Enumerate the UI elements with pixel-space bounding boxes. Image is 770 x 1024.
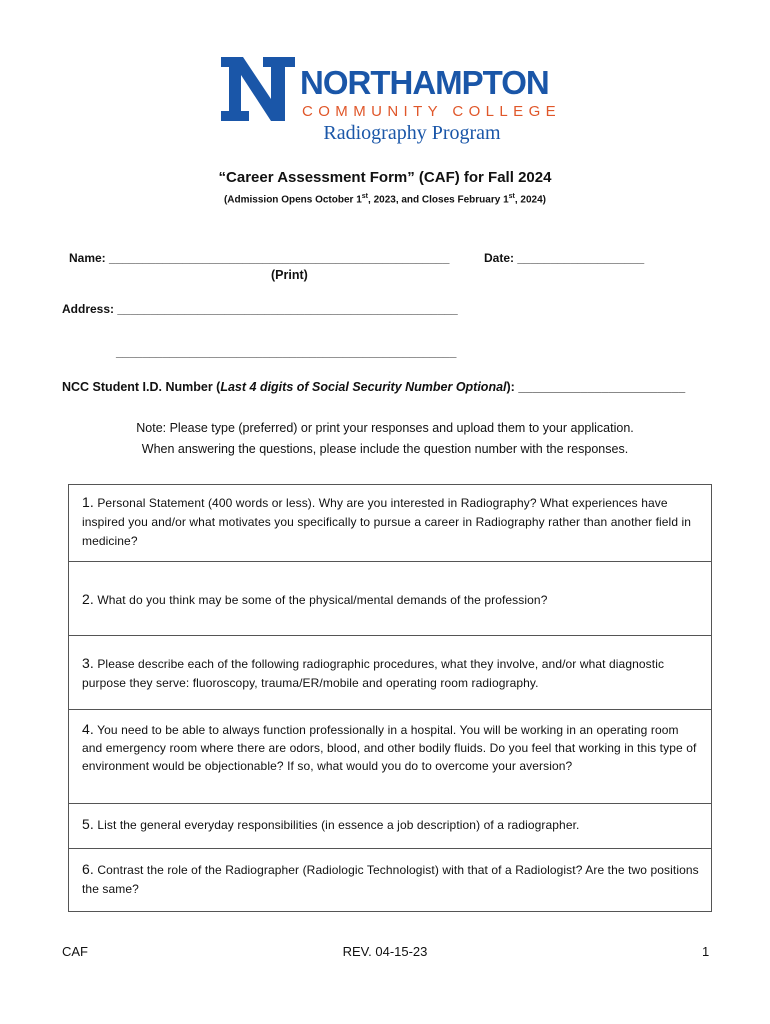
student-id-field[interactable]: NCC Student I.D. Number (Last 4 digits of Social Security Number Optional): ________________________ [62, 380, 686, 394]
question-number: 4. [82, 721, 94, 737]
question-row [69, 804, 711, 849]
question-number: 3. [82, 655, 94, 671]
footer-form-code: CAF [62, 944, 88, 959]
question-row [69, 636, 711, 710]
question-text: Contrast the role of the Radiographer (Radiologic Technologist) with that of a Radiologist? Are the two positions the same? [82, 863, 699, 896]
questions-table [68, 484, 712, 912]
question-number: 1. [82, 494, 94, 510]
question-number: 2. [82, 591, 94, 607]
question-text: Please describe each of the following radiographic procedures, what they involve, and/or what diagnostic purpose they serve: fluoroscopy, trauma/ER/mobile and operating room radiography. [82, 657, 665, 690]
question-text: Personal Statement (400 words or less). Why are you interested in Radiography? What experiences have inspired you and/or what motivates you specifically to pursue a career in Radiography rather than another field in medicine? [82, 496, 692, 548]
college-subtitle: COMMUNITY COLLEGE [302, 103, 562, 120]
question-row [69, 562, 711, 636]
question-number: 6. [82, 861, 94, 877]
admission-dates: (Admission Opens October 1st, 2023, and Closes February 1st, 2024) [223, 193, 547, 206]
question-row [69, 710, 711, 804]
college-logo-n [219, 55, 297, 123]
question-text: You need to be able to always function professionally in a hospital. You will be working in an operating room and emergency room where there are odors, blood, and other bodily fluids. Do you feel that working in this type of environment would be objectionable? If so, what would you do to overcome your aversion? [82, 723, 697, 773]
note-line-1: Note: Please type (preferred) or print your responses and upload them to your application. [136, 421, 634, 435]
address-field[interactable]: Address: ___________________________________________________ [62, 302, 458, 316]
footer-page-number: 1 [702, 944, 710, 959]
question-text: List the general everyday responsibilities (in essence a job description) of a radiographer. [97, 818, 580, 832]
question-number: 5. [82, 816, 94, 832]
program-name: Radiography Program [323, 122, 501, 144]
address-field-line2[interactable]: ___________________________________________________ [116, 345, 457, 359]
question-row [69, 849, 711, 911]
form-title: “Career Assessment Form” (CAF) for Fall 2024 [218, 169, 552, 186]
name-field[interactable]: Name: ___________________________________________________ [69, 251, 450, 265]
question-row [69, 485, 711, 562]
note-line-2: When answering the questions, please include the question number with the responses. [141, 442, 629, 456]
print-label: (Print) [271, 268, 308, 282]
date-field[interactable]: Date: ___________________ [484, 251, 645, 265]
college-name: NORTHAMPTON [300, 64, 549, 101]
footer-revision: REV. 04-15-23 [342, 944, 428, 959]
question-text: What do you think may be some of the physical/mental demands of the profession? [97, 593, 548, 607]
